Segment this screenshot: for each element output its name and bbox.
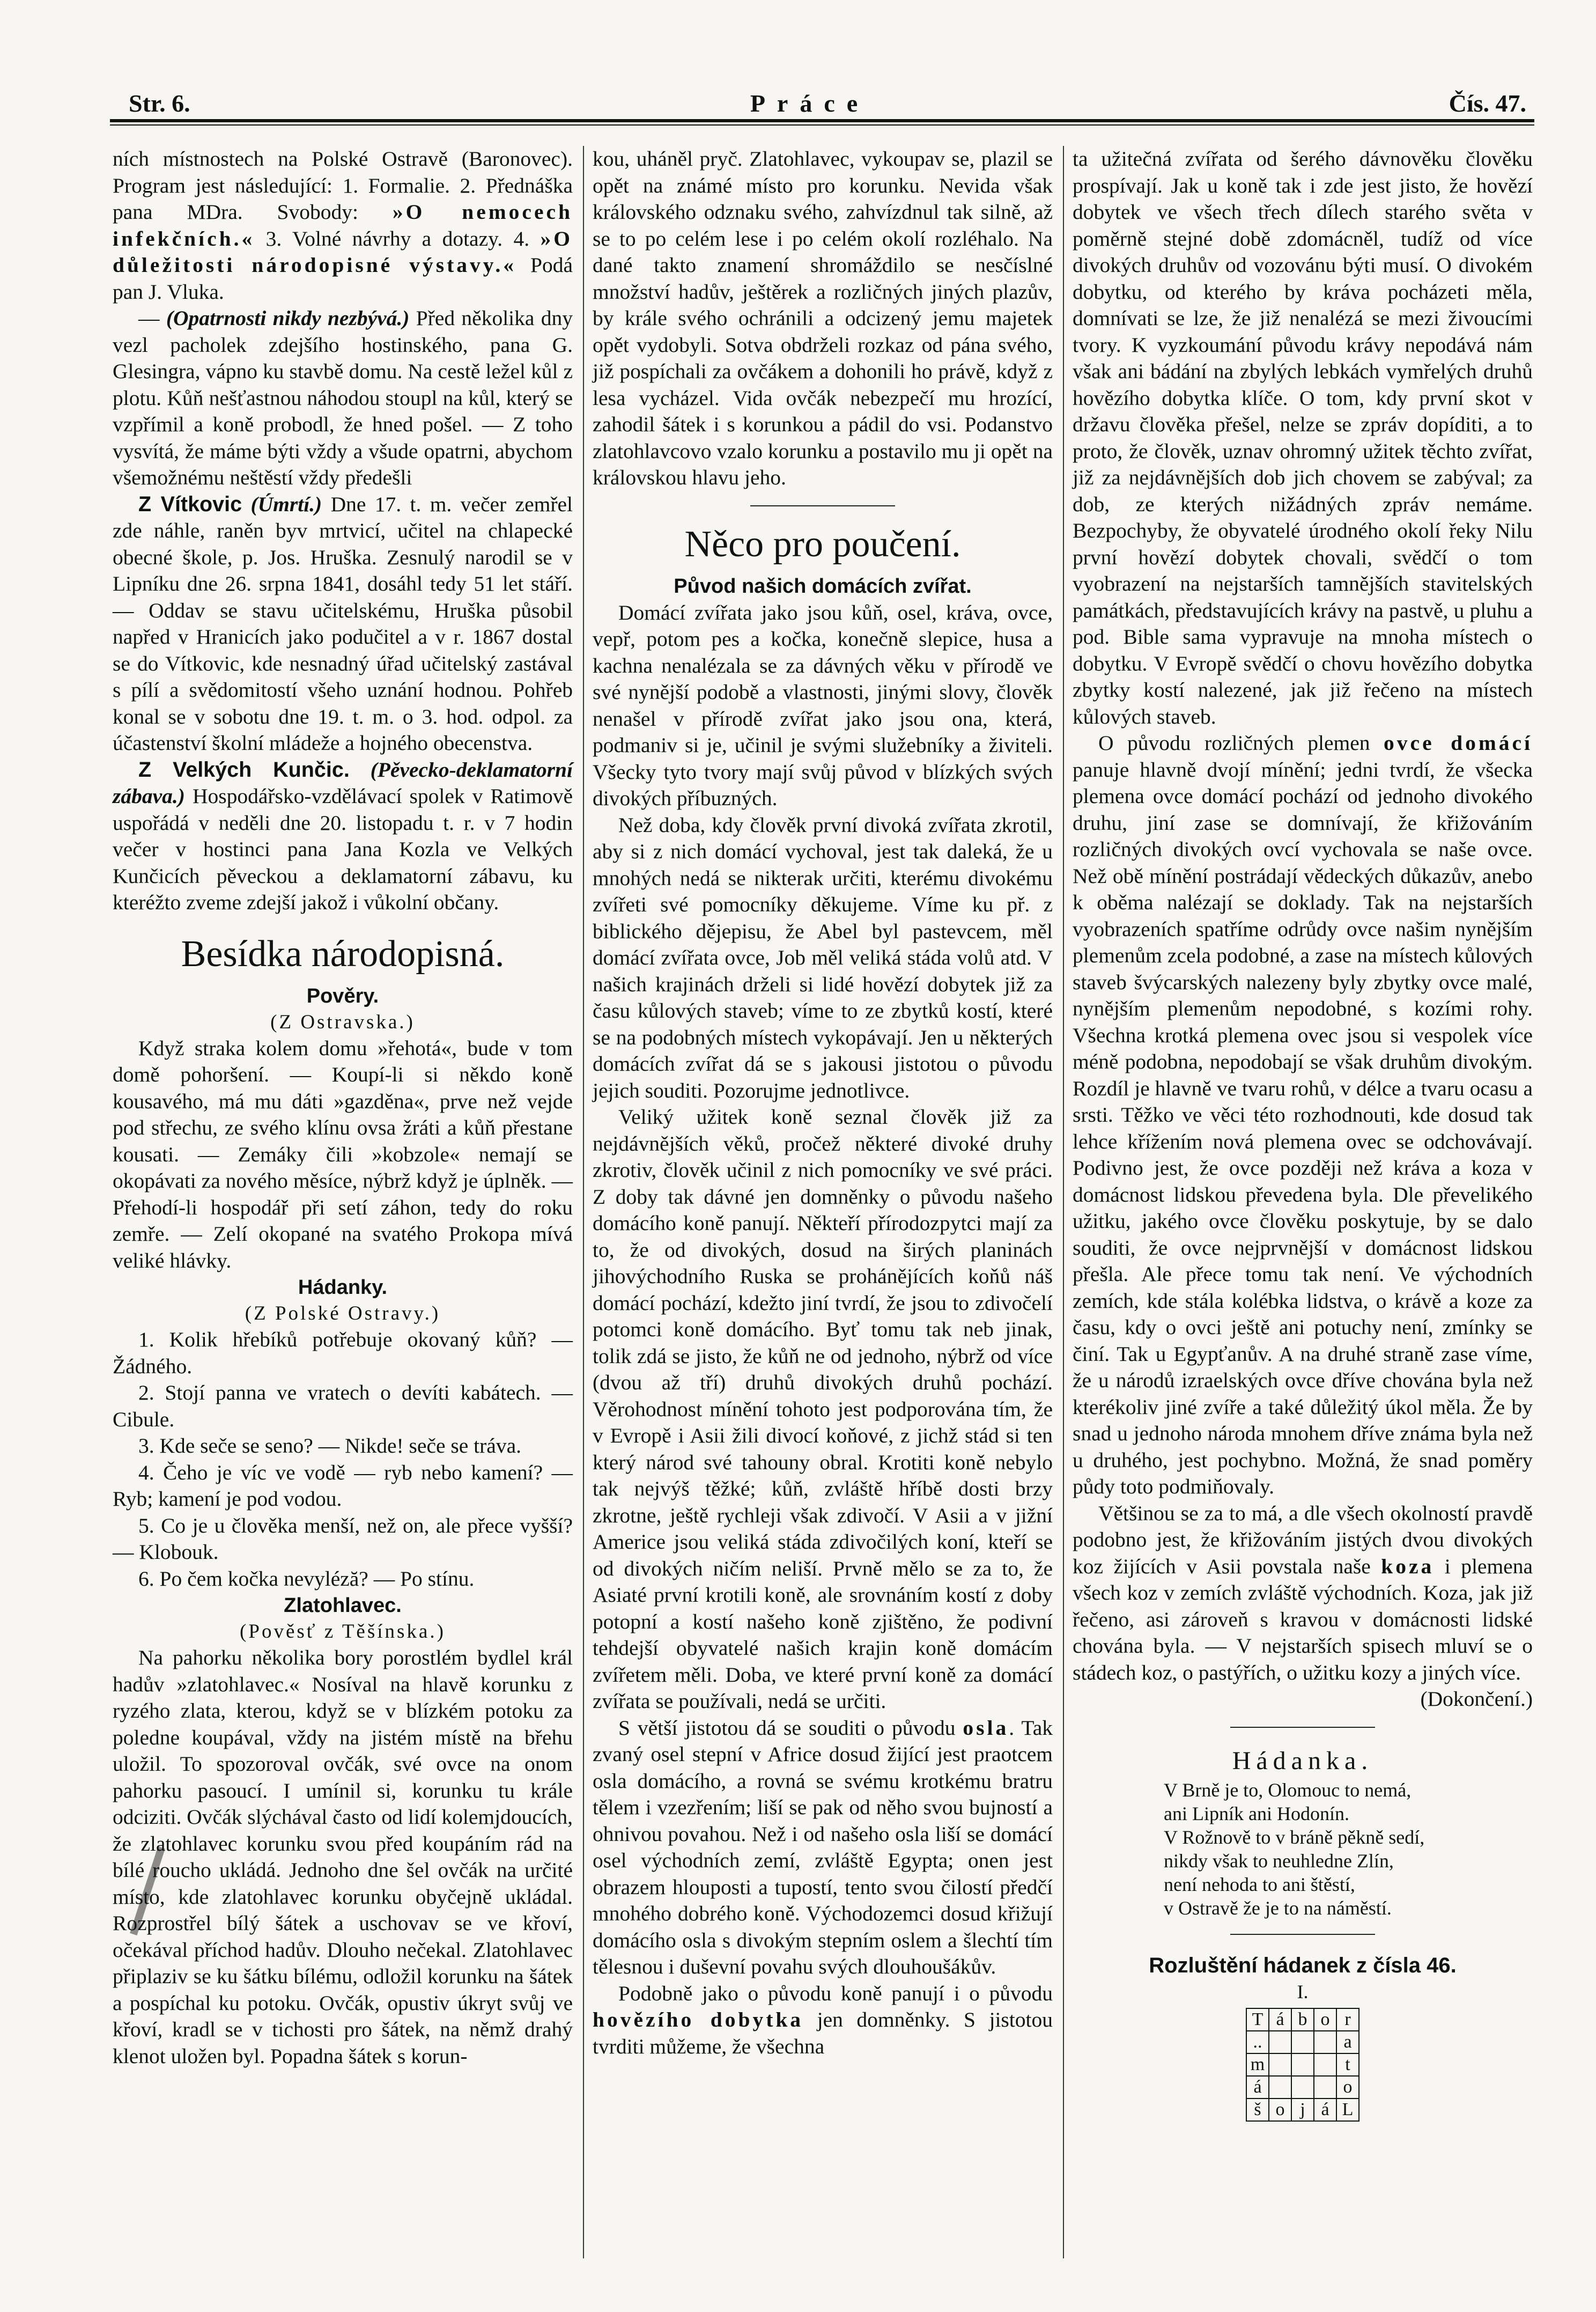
grid-cell: t <box>1336 2053 1359 2076</box>
grid-cell: o <box>1314 2008 1336 2031</box>
grid-cell: r <box>1336 2008 1359 2031</box>
zlatohlavec-text: Na pahorku několika bory porostlém bydlel král hadův »zlatohlavec.« Nosíval na hlavě korunku z ryzého zlata, kterou, když se v blízkém potoku za poledne koupával, vždy na jistém místě na břehu uložil. To spozoroval ovčák, své ovce na onom pahorku pasoucí. I umínil si, korunku tu krále odciziti. Ovčák slýchával často od lidí kolemjdoucích, že zlatohlavec korunku svou před koupáním rád na bílé roucho ukládá. Jednoho dne šel ovčák na určité místo, kde zlatohlavec korunku obyčejně ukládal. Rozprostřel bílý šátek a uschovav se ve křoví, očekával příchod hadův. Dlouho nečekal. Zlatohlavec připlaziv se ku šátku bílému, odložil korunku na šátek a pospíchal ku potoku. Ovčák, opustiv úkryt svůj ve křoví, kradl se v tichosti pro šátek, na němž drahý klenot uložen byl. Popadna šátek s korun- <box>113 1646 573 2068</box>
grid-cell <box>1291 2053 1314 2076</box>
grid-row <box>1246 2076 1359 2099</box>
grid-cell: o <box>1269 2099 1291 2121</box>
grid-row <box>1246 2099 1359 2121</box>
heading-hadanky: Hádanky. <box>298 1276 388 1299</box>
article-paragraph: Podobně jako o původu koně panují i o původu hovězího dobytka jen domněnky. S jistotou tvrditi můžeme, že všechna <box>593 1981 1053 2058</box>
section-divider <box>1230 1727 1375 1728</box>
zlatohlavec-source: (Pověsť z Těšínska.) <box>240 1621 446 1643</box>
poem-line: ani Lipník ani Hodonín. <box>1164 1802 1349 1824</box>
news-vitkovice: Z Vítkovic (Úmrtí.) Dne 17. t. m. večer zemřel zde náhle, raněn byv mrtvicí, učitel na chlapecké obecné škole, p. Jos. Hruška. Zesnulý narodil se v Lipníku dne 26. srpna 1841, dosáhl tedy 51 let stáří. — Oddav se stavu učitelskému, Hruška působil napřed v Hranicích jako podučitel a v r. 1867 dostal se do Vítkovic, kde nesnadný úřad učitelský zastával s pílí a svědomitostí všeho uznání hodnou. Pohřeb konal se v sobotu dne 19. t. m. o 3. hod. odpol. za účastenství školní mládeže a hojného obecenstva. <box>113 492 573 755</box>
grid-cell: á <box>1314 2099 1336 2121</box>
heading-puvod: Původ našich domácích zvířat. <box>674 575 972 598</box>
grid-cell <box>1291 2076 1314 2099</box>
masthead-title: Práce <box>750 90 870 117</box>
riddle-poem <box>1164 1778 1533 1920</box>
grid-cell: o <box>1336 2076 1359 2099</box>
grid-row <box>1246 2053 1359 2076</box>
article-paragraph: Domácí zvířata jako jsou kůň, osel, kráva, ovce, vepř, potom pes a kočka, konečně slepice, husa a kachna nenalézala se za dávných věku v přírodě ve své nynější podobě a vlastnosti, jinými slovy, člověk nenašel v přírodě zvířat jako jsou ona, která, podmaniv si je, učinil je svými služebníky a živiteli. Všecky tyto tvory mají svůj původ v blízkých svých divokých příbuzných. <box>593 600 1053 810</box>
poem-line: v Ostravě že je to na náměstí. <box>1164 1897 1392 1919</box>
poem-line: V Brně je to, Olomouc to nemá, <box>1164 1779 1412 1801</box>
column-2 <box>593 146 1053 2167</box>
grid-cell: á <box>1246 2076 1269 2099</box>
article-paragraph: ta užitečná zvířata od šerého dávnověku člověku prospívají. Jak u koně tak i zde jest jisto, že hovězí dobytek ve všech třech dílech starého světa v poměrně stejné době zdomácněl, tudíž od více divokých druhův od vozovánu býti musí. O divokém dobytku, od kterého by kráva pocházeti měla, domnívati se lze, že již nenalézá se mezi živoucími tvory. K vyzkoumání původu krávy nepodává nám však ani bádání na zbylých lebkách vymřelých druhů hovězího dobytka klíče. O tom, kdy první skot v državu člověka přešel, nelze se zpráv dopíditi, a to proto, že člověk, uznav ohromný užitek těchto zvířat, již za nejdávnějších dob jich chovem se zabýval; za dob, ze kterých nižádných zpráv nemáme. Bezpochyby, že obyvatelé úrodného okolí řeky Nilu první hovězí dobytek chovali, svědčí o tom vyobrazení na nejstarších tamnějších stavitelských památkách, představujících krávy na pastvě, u pluhu a pod. Bible sama vypravuje na mnoha místech o dobytku. V Evropě svědčí o chovu hovězího dobytka zbytky kostí nalezené, jak již řečeno na místech kůlových staveb. <box>1073 147 1533 728</box>
grid-cell: j <box>1291 2099 1314 2121</box>
issue-number: Čís. 47. <box>1449 90 1526 117</box>
grid-cell <box>1269 2031 1291 2053</box>
grid-cell <box>1314 2053 1336 2076</box>
riddle-3: 3. Kde seče se seno? — Nikde! seče se tráva. <box>138 1434 521 1457</box>
section-divider <box>1230 1934 1375 1935</box>
grid-cell: b <box>1291 2008 1314 2031</box>
article-paragraph: Než doba, kdy člověk první divoká zvířata zkrotil, aby si z nich domácí vychoval, jest tak daleká, že u mnohých nedá se nikterak určiti, kterému divokému zvířeti své pomocníky děkujeme. Víme ku př. z biblického dějepisu, že Abel byl pastevcem, měl domácí zvířata ovce, Job měl veliká stáda volů atd. V našich krajinách drželi si lidé hovězí dobytek již za času kůlových staveb; víme to ze zbytků kostí, které se na podobných místech vykopávají. Jen u některých domácích zvířat dá se s jakousi jistotou o původu jejich souditi. Pozorujme jednotlivce. <box>593 813 1053 1102</box>
riddle-4: 4. Čeho je víc ve vodě — ryb nebo kamení? — Ryb; kamení je pod vodou. <box>113 1460 573 1511</box>
solution-grid-body <box>1246 2008 1359 2121</box>
grid-cell: š <box>1246 2099 1269 2121</box>
grid-cell: T <box>1246 2008 1269 2031</box>
article-paragraph: S větší jistotou dá se souditi o původu osla. Tak zvaný osel stepní v Africe dosud žijící jest praotcem osla domácího, a rovná se svému krotkému bratru tělem i vzezřením; liší se pak od něho svou bujností a ohnivou povahou. Než i od našeho osla liší se domácí osel východních zemí, zvláště Egypta; onen jest obrazem hlouposti a tupostí, tento svou čilostí předčí mnohého dobrého koně. Východozemci dosud křižují domácího osla s divokým stepním oslem a šlechtí tím tělesnou i duševní povahu svých dlouhoušákův. <box>593 1715 1053 1978</box>
column-3 <box>1073 146 1533 2167</box>
grid-cell: a <box>1336 2031 1359 2053</box>
zlatohlavec-continued: kou, uháněl pryč. Zlatohlavec, vykoupav se, plazil se opět na známé místo pro korunku. Nevida však královského odznaku svého, zahvízdnul tak silně, až se to po celém lese i po celém okolí rozléhalo. Na dané takto znamení shromáždilo se nesčíslné množství hadův, ještěrek a rozličných jiných plazův, by krále svého ochránili a odcizený jemu majetek opět vydobyli. Sotva obdrželi rozkaz od pána svého, již pospíchali za ovčákem a dohonili ho právě, když z lesa vycházel. Vida ovčák nebezpečí mu hrozící, zahodil šátek i s korunkou a pádil do vsi. Podanstvo zlatohlavcovo vzalo korunku a postavilo mu ji opět na královskou hlavu jeho. <box>593 147 1053 489</box>
heading-hadanka: Hádanka. <box>1232 1746 1373 1775</box>
column-divider-1 <box>583 146 584 2258</box>
heading-zlatohlavec: Zlatohlavec. <box>284 1594 402 1617</box>
povery-source: (Z Ostravska.) <box>270 1011 415 1033</box>
heading-solutions: Rozluštění hádanek z čísla 46. <box>1149 1953 1457 1977</box>
header-rule <box>110 119 1534 122</box>
grid-cell: m <box>1246 2053 1269 2076</box>
article-paragraph: O původu rozličných plemen ovce domácí panuje hlavně dvojí mínění; jedni tvrdí, že všecka plemena ovce domácí pochází od jednoho divokého druhu, jiní zase se domnívají, že křižováním rozličných divokých ovcí vychovala se naše ovce. Než obě mínění postrádají vědeckých důkazův, anebo k oběma nalézají se doklady. Tak na nejstarších vyobrazeních spatříme odrůdy ovce našim nynějším plemenům zcela podobné, a zase na místech kůlových staveb švýcarských nalezeny byly zbytky ovce malé, nynějším plemenům nepodobné, s kozími rohy. Všechna krotká plemena ovec jsou si vespolek více méně podobna, nepodobají se však druhům divokým. Rozdíl je hlavně ve tvaru rohů, v délce a tvaru ocasu a srsti. Těžko ve věci této rozhodnouti, kde dosud tak lehce křížením nová plemena ovec se odchovávají. Podivno jest, že ovce později než kráva a koza v domácnost lidskou převedena byla. Dle převelikého užitku, jakého ovce člověku poskytuje, by se dalo souditi, že ovce nejprvnější v domácnost lidskou přešla. Ale přece tomu tak není. Ve východních zemích, kde stála kolébka lidstva, o krávě a koze za času, kdy o ovci ještě ani potuchy není, zmínky se činí. Tak u Egypťanův. A na druhé straně zase víme, že u národů izraelských ovce dříve chována byla než kterékoliv jiné zvíře a také důležitý úkol měla. Že by snad u jednoho národa mnohem dříve známa byla než u druhého, jest pochybno. Možná, že snad poměry půdy toto podmiňovaly. <box>1073 731 1533 1498</box>
news-opatrnosti: — (Opatrnosti nikdy nezbývá.) Před několika dny vezl pacholek zdejšího hostinského, pana G. Glesingra, vápno ku stavbě domu. Na cestě ležel kůl z plotu. Kůň nešťastnou náhodou stoupl na kůl, který se vzpřímil a koně probodl, že hned pošel. — Z toho vysvítá, že máme býti vždy a všude opatrni, abychom všemožnému neštěstí vždy předešli <box>113 306 573 489</box>
section-heading-besidka: Besídka národopisná. <box>181 933 505 975</box>
grid-cell: á <box>1269 2008 1291 2031</box>
grid-row <box>1246 2031 1359 2053</box>
grid-cell <box>1314 2031 1336 2053</box>
riddle-1: 1. Kolik hřebíků potřebuje okovaný kůň? — Žádného. <box>113 1328 573 1378</box>
grid-cell: .. <box>1246 2031 1269 2053</box>
column-1 <box>113 146 573 2167</box>
article-paragraph: Veliký užitek koně seznal člověk již za nejdávnějších věků, pročež některé divoké druhy zkrotiv, člověk učinil z nich pomocníky ve své práci. Z doby tak dávné jen domněnky o původu našeho domácího koně panují. Někteří přírodozpytci mají za to, že od divokých, dosud na širých planinách jihovýchodního Ruska se prohánějících koňů náš domácí pochází, kdežto jiní tvrdí, že jsou to zdivočelí potomci koně domácího. Byť tomu tak neb jinak, tolik zdá se jisto, že kůň ne od jednoho, nýbrž od více (dvou až tří) druhů divokých druhů pochází. Věrohodnost mínění tohoto jest podporována tím, že v Evropě i Asii žili divocí koňové, z jichž stád si ten který národ své tahouny obral. Krotiti koně nebylo tak nejvýš těžké; kůň, zvláště hříbě dosti brzy zkrotne, ještě rychleji však zdivočí. V Asii a v jižní Americe jsou veliká stáda zdivočilých koní, kteří se od divokých ničím neliší. Prvně mělo se za to, že Asiaté první krotili koně, ale srovnáním kostí z doby potopní a kostí našeho koně zjištěno, že podivní tehdejší obyvatelé našich krajin koně domácím zvířetem měli. Doba, ve které první koně za domácí zvířata se používali, nedá se určiti. <box>593 1105 1053 1713</box>
heading-povery: Pověry. <box>306 984 379 1007</box>
article-paragraph: Většinou se za to má, a dle všech okolností pravdě podobno jest, že křižováním jistých dvou divokých koz žijících v Asii povstala naše koza i plemena všech koz v zemích zvláště východních. Koza, jak již řečeno, asi zároveň s kravou v domácnosti lidské chována byla. — V nejstarších spisech mluví se o stádech koz, o pastýřích, o užitku kozy a jiných více. <box>1073 1501 1533 1684</box>
grid-cell: L <box>1336 2099 1359 2121</box>
header-rule-thin <box>110 124 1534 126</box>
column-divider-2 <box>1063 146 1064 2258</box>
hadanky-source: (Z Polské Ostravy.) <box>245 1302 441 1324</box>
meeting-program: ních místnostech na Polské Ostravě (Baronovec). Program jest následující: 1. Formalie. 2. Přednáška pana MDra. Svobody: »O nemocech infekčních.« 3. Volné návrhy a dotazy. 4. »O důležitosti národopisné výstavy.« Podá pan J. Vluka. <box>113 147 573 304</box>
grid-row <box>1246 2008 1359 2031</box>
grid-cell <box>1269 2076 1291 2099</box>
riddle-2: 2. Stojí panna ve vratech o devíti kabátech. — Cibule. <box>113 1381 573 1431</box>
grid-cell <box>1291 2031 1314 2053</box>
riddle-5: 5. Co je u člověka menší, než on, ale přece vyšší? — Klobouk. <box>113 1513 573 1564</box>
poem-line: V Rožnově to v bráně pěkně sedí, <box>1164 1826 1425 1848</box>
continuation-note: (Dokončení.) <box>1420 1687 1533 1711</box>
grid-cell <box>1269 2053 1291 2076</box>
solution-grid <box>1246 2008 1359 2122</box>
riddle-6: 6. Po čem kočka nevyléză? — Po stínu. <box>138 1566 475 1591</box>
news-velke-kuncice: Z Velkých Kunčic. (Pěvecko-deklamatorní zábava.) Hospodářsko-vzdělávací spolek v Ratimově uspořádá v neděli dne 20. listopadu t. r. v 7 hodin večer v hostinci pana Jana Kozla ve Velkých Kunčicích pěveckou a deklamatorní zábavu, ku kteréžto zveme zdejší jakož i vůkolní občany. <box>113 757 573 914</box>
page-number: Str. 6. <box>129 90 190 117</box>
poem-line: nikdy však to neuhledne Zlín, <box>1164 1850 1394 1872</box>
section-divider <box>750 505 895 506</box>
grid-cell <box>1314 2076 1336 2099</box>
povery-text: Když straka kolem domu »řehotá«, bude v tom domě pohoršení. — Koupí-li si někdo koně kousavého, má mu dáti »gazděna«, prve než vejde pod střechu, ze svého klínu ovsa žráti a kůň přestane kousati. — Zemáky čili »kobzole« nemají se okopávati za nového měsíce, nýbrž když je úplněk. — Přehodí-li hospodář při setí záhon, tedy do roku zemře. — Zelí okopané na svatého Prokopa mívá veliké hlávky. <box>113 1036 573 1272</box>
solution-number: I. <box>1297 1980 1309 2002</box>
poem-line: není nehoda to ani štěstí, <box>1164 1873 1355 1895</box>
section-heading-neco: Něco pro poučení. <box>684 523 961 565</box>
